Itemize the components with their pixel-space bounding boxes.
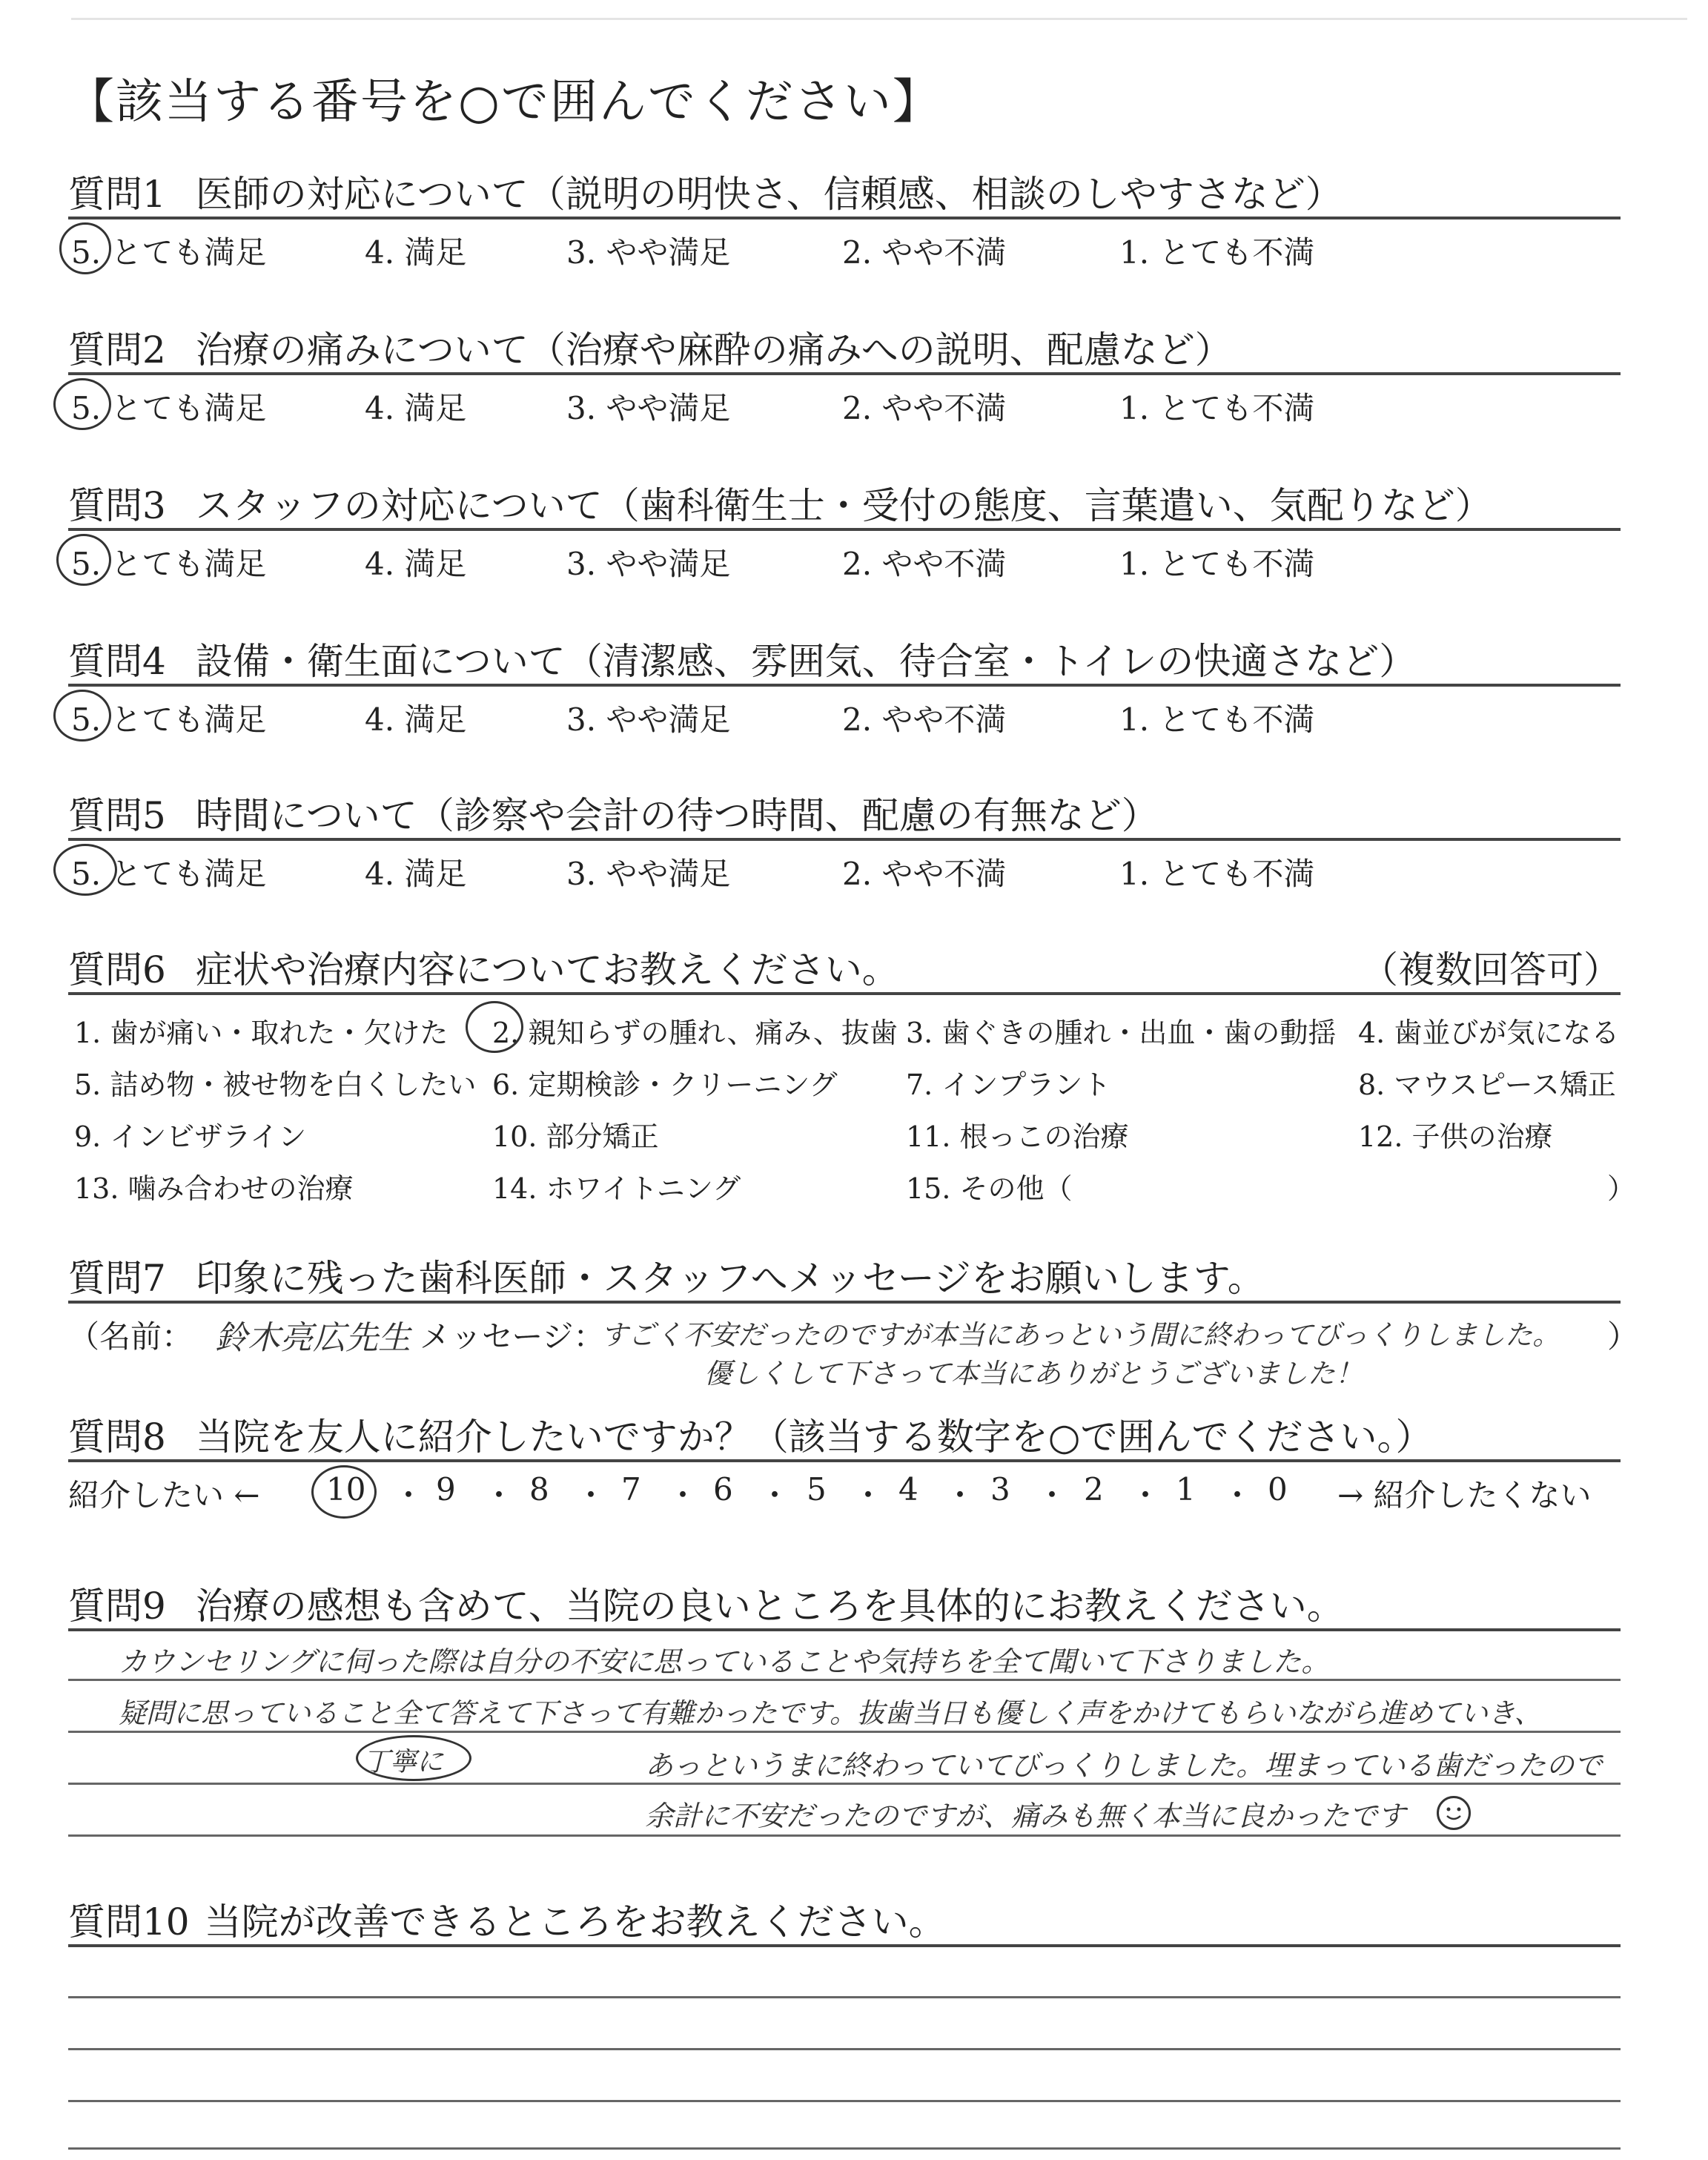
question-1-heading: [68, 165, 1343, 218]
q4-option-2[interactable]: 2. やや不満: [842, 701, 1007, 738]
q1-selection-circle: [59, 222, 111, 274]
q8-score-3[interactable]: 3: [990, 1471, 1010, 1507]
q6-option-9[interactable]: 9. インビザライン: [74, 1120, 307, 1153]
q4-selection-circle: [53, 690, 111, 742]
q3-option-5[interactable]: 5. とても満足: [71, 546, 267, 582]
question-1-label: 質問1: [68, 173, 166, 216]
q7-close-paren: ）: [1607, 1318, 1639, 1355]
q8-left-label: 紹介したい ←: [68, 1477, 260, 1513]
question-8-rule: [68, 1459, 1621, 1462]
smiley-icon: [1437, 1796, 1471, 1830]
question-7-label: 質問7: [68, 1257, 166, 1300]
question-8-label: 質問8: [68, 1416, 166, 1459]
q1-option-1[interactable]: 1. とても不満: [1119, 234, 1315, 271]
q8-separator: ・: [667, 1477, 699, 1513]
q8-score-8[interactable]: 8: [529, 1471, 549, 1507]
q5-option-2[interactable]: 2. やや不満: [842, 856, 1007, 892]
q8-separator: ・: [944, 1477, 976, 1513]
q6-option-12[interactable]: 12. 子供の治療: [1358, 1120, 1553, 1153]
q2-option-5[interactable]: 5. とても満足: [71, 390, 267, 426]
question-2-label: 質問2: [68, 328, 166, 371]
q6-option-3[interactable]: 3. 歯ぐきの腫れ・出血・歯の動揺: [906, 1017, 1337, 1049]
q4-option-3[interactable]: 3. やや満足: [566, 701, 731, 738]
q6-option-7[interactable]: 7. インプラント: [906, 1069, 1111, 1101]
q8-score-1[interactable]: 1: [1176, 1471, 1196, 1507]
q6-option-6[interactable]: 6. 定期検診・クリーニング: [492, 1069, 838, 1101]
q5-selection-circle: [53, 844, 117, 896]
q4-option-1[interactable]: 1. とても不満: [1119, 701, 1315, 738]
q6-option-10[interactable]: 10. 部分矯正: [492, 1120, 659, 1153]
q5-option-5[interactable]: 5. とても満足: [71, 856, 267, 892]
question-6-text: 症状や治療内容についてお教えください。: [195, 948, 899, 991]
question-10-label: 質問10: [68, 1900, 190, 1943]
top-border: [71, 18, 1687, 20]
q6-selection-circle: [466, 1001, 523, 1053]
q1-option-3[interactable]: 3. やや満足: [566, 234, 731, 271]
q8-separator: ・: [1130, 1477, 1162, 1513]
q8-separator: ・: [1222, 1477, 1254, 1513]
q1-option-2[interactable]: 2. やや不満: [842, 234, 1007, 271]
q8-separator: ・: [483, 1477, 515, 1513]
q9-answer-text-4: 余計に不安だったのですが、痛みも無く本当に良かったです: [645, 1800, 1406, 1832]
q6-option-5[interactable]: 5. 詰め物・被せ物を白くしたい: [74, 1069, 477, 1101]
question-10-heading: [68, 1892, 946, 1946]
question-10-rule: [68, 1944, 1621, 1947]
q9-answer-line-4: [68, 1834, 1621, 1837]
question-4-label: 質問4: [68, 640, 166, 683]
question-6-label: 質問6: [68, 948, 166, 991]
question-9-text: 治療の感想も含めて、当院の良いところを具体的にお教えください。: [195, 1585, 1344, 1628]
q10-answer-line-3[interactable]: [68, 2100, 1621, 2102]
question-9-label: 質問9: [68, 1585, 166, 1628]
q9-insert-circle: [356, 1735, 471, 1781]
q8-separator: ・: [1036, 1477, 1068, 1513]
question-7-text: 印象に残った歯科医師・スタッフへメッセージをお願いします。: [195, 1257, 1265, 1300]
q3-option-1[interactable]: 1. とても不満: [1119, 546, 1315, 582]
question-3-text: スタッフの対応について（歯科衛生士・受付の態度、言葉遣い、気配りなど）: [195, 484, 1492, 527]
question-7-rule: [68, 1301, 1621, 1304]
q10-answer-line-2[interactable]: [68, 2048, 1621, 2050]
page-title: 【該当する番号を○で囲んでください】: [67, 75, 941, 130]
question-6-heading: [68, 940, 899, 994]
q6-option-13[interactable]: 13. 噛み合わせの治療: [74, 1172, 354, 1205]
q3-option-4[interactable]: 4. 満足: [365, 546, 467, 582]
q2-option-3[interactable]: 3. やや満足: [566, 390, 731, 426]
q8-score-4[interactable]: 4: [898, 1471, 918, 1507]
q9-answer-text-1: カウンセリングに伺った際は自分の不安に思っていることや気持ちを全て聞いて下さりました。: [119, 1645, 1330, 1678]
q6-option-8[interactable]: 8. マウスピース矯正: [1358, 1069, 1616, 1101]
question-4-heading: [68, 632, 1416, 685]
q5-option-1[interactable]: 1. とても不満: [1119, 856, 1315, 892]
q3-selection-circle: [56, 534, 111, 586]
question-7-heading: [68, 1249, 1265, 1302]
q2-option-2[interactable]: 2. やや不満: [842, 390, 1007, 426]
q4-option-4[interactable]: 4. 満足: [365, 701, 467, 738]
question-3-rule: [68, 528, 1621, 531]
q6-option-1[interactable]: 1. 歯が痛い・取れた・欠けた: [74, 1017, 448, 1049]
q8-score-5[interactable]: 5: [807, 1471, 827, 1507]
question-4-text: 設備・衛生面について（清潔感、雰囲気、待合室・トイレの快適さなど）: [195, 640, 1417, 683]
question-2-heading: [68, 320, 1232, 374]
q9-answer-line-2: [68, 1731, 1621, 1733]
q6-option-14[interactable]: 14. ホワイトニング: [492, 1172, 741, 1205]
question-2-text: 治療の痛みについて（治療や麻酔の痛みへの説明、配慮など）: [195, 328, 1232, 371]
q7-message-line-1: すごく不安だったのですが本当にあっという間に終わってびっくりしました。: [600, 1319, 1560, 1351]
q8-score-0[interactable]: 0: [1268, 1471, 1288, 1507]
question-1-rule: [68, 217, 1621, 219]
q1-option-5[interactable]: 5. とても満足: [71, 234, 267, 271]
question-9-rule: [68, 1628, 1621, 1631]
question-8-text: 当院を友人に紹介したいですか？（該当する数字を○で囲んでください。）: [195, 1416, 1433, 1459]
q4-option-5[interactable]: 5. とても満足: [71, 701, 267, 738]
question-4-rule: [68, 684, 1621, 687]
q2-option-1[interactable]: 1. とても不満: [1119, 390, 1315, 426]
q8-score-6[interactable]: 6: [713, 1471, 733, 1507]
q7-name-prefix: （名前：: [68, 1318, 193, 1355]
q8-score-9[interactable]: 9: [436, 1471, 456, 1507]
q7-message-line-2: 優しくして下さって本当にありがとうございました！: [704, 1358, 1363, 1390]
question-1-text: 医師の対応について（説明の明快さ、信頼感、相談のしやすさなど）: [195, 173, 1343, 216]
q7-message-label: メッセージ：: [420, 1318, 605, 1355]
q8-separator: ・: [853, 1477, 884, 1513]
q8-score-2[interactable]: 2: [1084, 1471, 1104, 1507]
q6-option-2[interactable]: 2. 親知らずの腫れ、痛み、抜歯: [492, 1017, 898, 1049]
question-10-text: 当院が改善できるところをお教えください。: [204, 1900, 946, 1943]
question-2-rule: [68, 372, 1621, 375]
question-6-rule: [68, 992, 1621, 995]
question-3-label: 質問3: [68, 484, 166, 527]
question-9-heading: [68, 1576, 1344, 1630]
q6-option-15[interactable]: 15. その他（: [906, 1172, 1073, 1205]
question-5-text: 時間について（診察や会計の待つ時間、配慮の有無など）: [195, 794, 1159, 837]
q7-staff-name: 鈴木亮広先生: [215, 1319, 411, 1357]
q1-option-4[interactable]: 4. 満足: [365, 234, 467, 271]
q9-answer-text-3: あっというまに終わっていてびっくりしました。埋まっている歯だったので: [645, 1749, 1603, 1782]
question-5-rule: [68, 838, 1621, 841]
q8-separator: ・: [393, 1477, 425, 1513]
question-6-note: （複数回答可）: [1361, 948, 1621, 991]
q6-option-11[interactable]: 11. 根っこの治療: [906, 1120, 1129, 1153]
question-5-heading: [68, 786, 1159, 839]
q3-option-3[interactable]: 3. やや満足: [566, 546, 731, 582]
question-3-heading: [68, 476, 1492, 529]
q8-separator: ・: [759, 1477, 791, 1513]
q8-score-7[interactable]: 7: [621, 1471, 641, 1507]
q8-separator: ・: [575, 1477, 607, 1513]
q9-answer-text-2: 疑問に思っていること全て答えて下さって有難かったです。抜歯当日も優しく声をかけてもらいながら進めていき、: [119, 1697, 1542, 1729]
question-5-label: 質問5: [68, 794, 166, 837]
q10-answer-line-4[interactable]: [68, 2147, 1621, 2150]
q10-answer-line-1[interactable]: [68, 1996, 1621, 1998]
q2-selection-circle: [53, 378, 111, 430]
q3-option-2[interactable]: 2. やや不満: [842, 546, 1007, 582]
q6-other-close-paren: ）: [1607, 1172, 1636, 1205]
q6-option-4[interactable]: 4. 歯並びが気になる: [1358, 1017, 1620, 1049]
q8-selection-circle: [311, 1465, 377, 1519]
q5-option-4[interactable]: 4. 満足: [365, 856, 467, 892]
q5-option-3[interactable]: 3. やや満足: [566, 856, 731, 892]
q8-score-10[interactable]: 10: [326, 1471, 366, 1507]
q9-insert-note: 丁寧に: [363, 1747, 444, 1777]
q2-option-4[interactable]: 4. 満足: [365, 390, 467, 426]
question-8-heading: [68, 1407, 1432, 1461]
q8-right-label: → 紹介したくない: [1337, 1477, 1592, 1513]
